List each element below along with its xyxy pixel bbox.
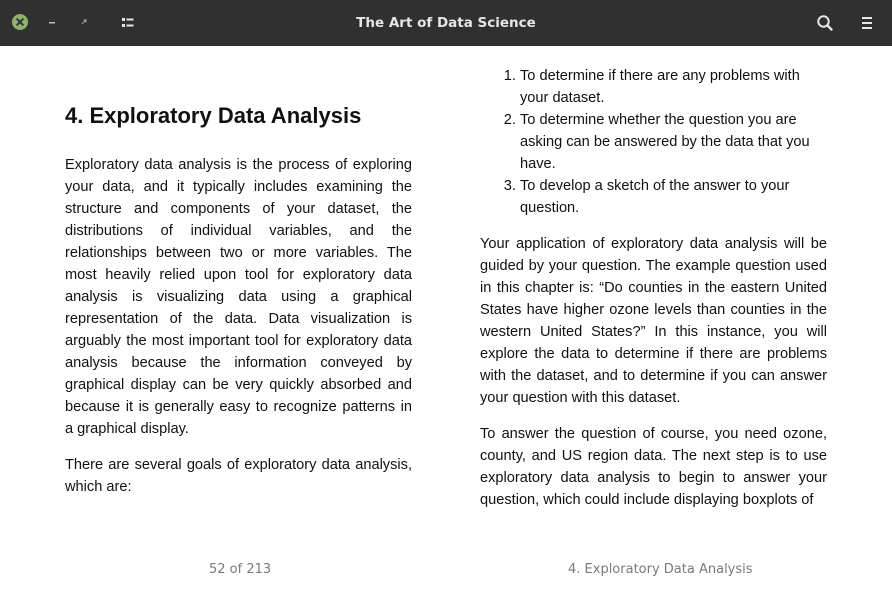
close-button[interactable] — [12, 14, 28, 30]
maximize-button[interactable] — [76, 14, 92, 30]
paragraph: Your application of exploratory data analysis will be guided by your question. The example question used in this chapter is: “Do counties in the eastern United States have higher ozone levels than counties in the western United States?” In this instance, you will explore the data to determine if there are problems with the dataset, and to determine if you can answer your question with this dataset. — [480, 236, 827, 406]
search-button[interactable] — [815, 13, 835, 33]
maximize-icon — [76, 14, 92, 30]
minimize-button[interactable] — [44, 14, 60, 30]
hamburger-menu-button[interactable] — [858, 13, 876, 33]
close-icon — [12, 14, 28, 30]
right-page — [480, 46, 827, 525]
chapter-footer: 4. Exploratory Data Analysis — [568, 562, 753, 577]
list-item: 2. To determine whether the question you are asking can be answered by the data that you have. — [520, 109, 827, 175]
hamburger-menu-icon — [858, 13, 876, 33]
list-item: 1. To determine if there are any problems with your dataset. — [520, 65, 827, 109]
window-title: The Art of Data Science — [356, 15, 536, 31]
goals-list — [480, 65, 827, 219]
paragraph: Exploratory data analysis is the process of exploring your data, and it typically includes examining the structure and components of your dataset, the distributions of individual variables, and the relationships between two or more variables. The most heavily relied upon tool for exploratory data analysis is visualizing data using a graphical representation of the data. Data visualization is arguably the most important tool for exploratory data analysis because the information conveyed by graphical display can be very quickly absorbed and because it is generally easy to recognize patterns in a graphical display. — [65, 157, 412, 437]
list-item: 3. To develop a sketch of the answer to your question. — [520, 175, 827, 219]
paragraph: There are several goals of exploratory data analysis, which are: — [65, 457, 412, 495]
left-page — [65, 46, 412, 512]
search-icon — [815, 13, 835, 33]
minimize-icon — [44, 14, 60, 30]
page-counter: 52 of 213 — [209, 562, 272, 577]
table-of-contents-button[interactable] — [119, 14, 137, 32]
title-bar — [0, 0, 892, 46]
chapter-title: 4. Exploratory Data Analysis — [65, 103, 362, 128]
paragraph: To answer the question of course, you need ozone, county, and US region data. The next step is to use exploratory data analysis to begin to answer your question, which could include displaying boxplots of — [480, 426, 827, 508]
table-of-contents-icon — [119, 14, 137, 32]
